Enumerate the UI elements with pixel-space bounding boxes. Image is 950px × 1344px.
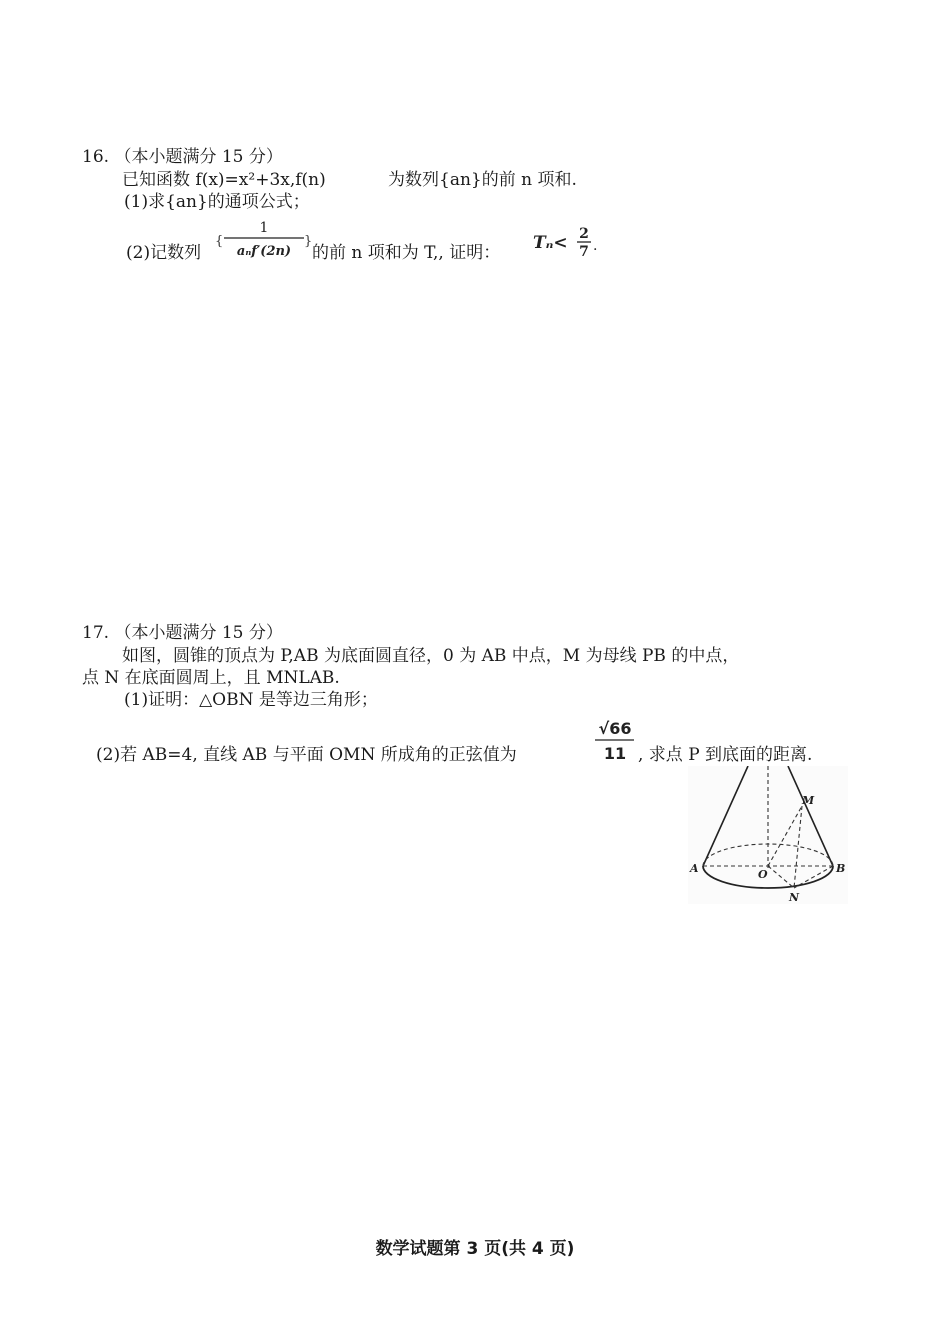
svg-text:.: . [593,238,598,254]
q16-header: 16. （本小题满分 15 分） [82,147,283,167]
sine-value-num: √66 [598,719,632,738]
sequence-formula [212,215,312,267]
q17-header: 17. （本小题满分 15 分） [82,623,283,643]
label-A: A [690,862,699,875]
sine-value-den: 11 [603,744,627,763]
cone-figure [688,766,848,904]
inequality-lhs: Tₙ< [533,233,568,253]
inequality-formula [523,222,599,264]
q17-part2a: (2)若 AB=4, 直线 AB 与平面 OMN 所成角的正弦值为 [96,745,517,765]
q17-line1: 如图，圆锥的顶点为 P,AB 为底面圆直径，0 为 AB 中点，M 为母线 PB 的中点， [122,646,740,666]
inequality-den: 7 [579,244,589,260]
q17-part2b: , 求点 P 到底面的距离. [638,745,813,765]
sequence-formula-den: aₙf′(2n) [236,244,292,259]
page-footer: 数学试题第 3 页(共 4 页) [375,1239,575,1259]
label-B: B [836,862,846,875]
svg-text:}: } [304,234,312,249]
label-N: N [789,891,800,904]
q16-line1b: 为数列{an}的前 n 项和. [388,170,577,190]
q16-part1: (1)求{an}的通项公式； [124,192,310,212]
label-O: O [758,868,768,881]
q17-part1: (1)证明：△OBN 是等边三角形； [124,690,378,710]
q16-part2b: 的前 n 项和为 T,, 证明： [312,243,501,263]
sequence-formula-num: 1 [259,220,269,236]
label-M: M [802,794,815,807]
sine-value-fraction [592,714,638,766]
q16-part2a: (2)记数列 [126,243,202,263]
inequality-num: 2 [579,226,589,242]
q16-line1a: 已知函数 f(x)=x²+3x,f(n) [122,170,326,190]
svg-text:{: { [215,234,224,249]
q17-line2: 点 N 在底面圆周上，且 MNLAB. [82,668,340,688]
